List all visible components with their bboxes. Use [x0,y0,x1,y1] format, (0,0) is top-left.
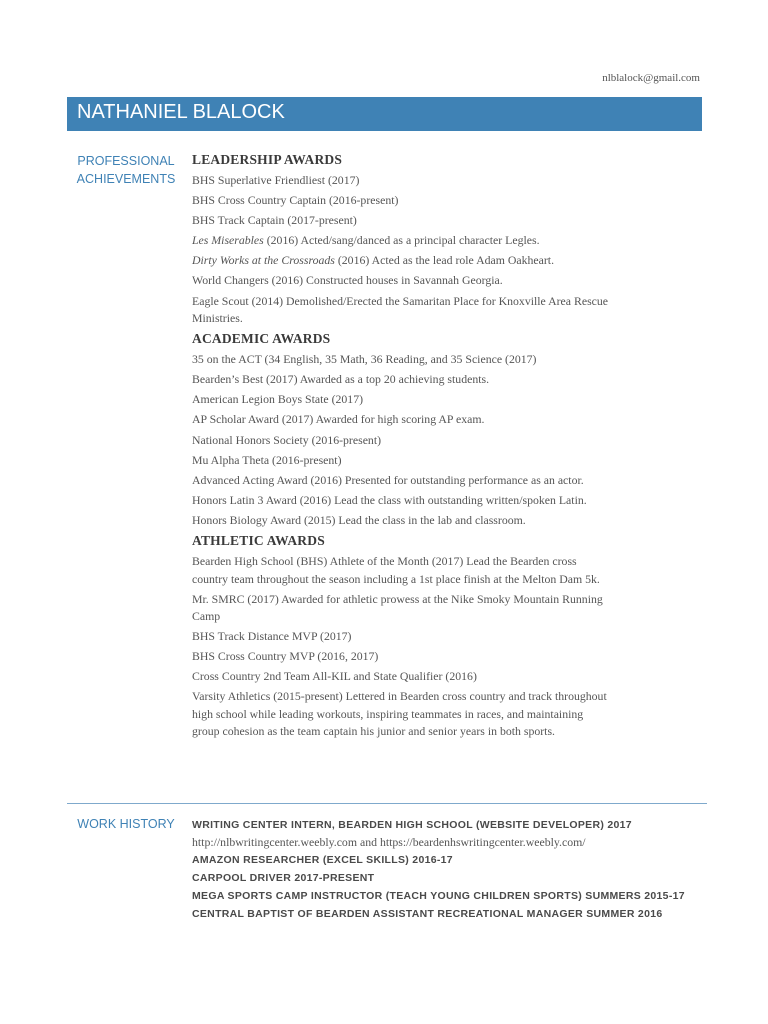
list-item: World Changers (2016) Constructed houses in Savannah Georgia. [192,273,503,288]
section-label-work-history: WORK HISTORY [77,817,175,831]
job-entry: AMAZON RESEARCHER (EXCEL SKILLS) 2016-17 [192,854,453,866]
list-item: BHS Cross Country MVP (2016, 2017) [192,649,379,664]
list-item: Advanced Acting Award (2016) Presented for outstanding performance as an actor. [192,472,584,487]
work-title: Dirty Works at the Crossroads [192,253,335,268]
email-address: nlblalock@gmail.com [602,72,700,84]
item-text: (2016) Acted/sang/danced as a principal character Legles. [263,233,540,248]
athletic-awards-heading: ATHLETIC AWARDS [192,533,325,548]
list-item: American Legion Boys State (2017) [192,392,364,407]
list-item: Cross Country 2nd Team All-KIL and State Qualifier (2016) [192,669,477,684]
list-item: Mr. SMRC (2017) Awarded for athletic prowess at the Nike Smoky Mountain Running Camp [192,591,603,624]
academic-awards-heading: ACADEMIC AWARDS [192,331,331,347]
list-item: AP Scholar Award (2017) Awarded for high scoring AP exam. [192,412,485,427]
list-item: 35 on the ACT (34 English, 35 Math, 36 Reading, and 35 Science (2017) [192,352,537,367]
list-item: BHS Track Captain (2017-present) [192,213,357,228]
list-item: Mu Alpha Theta (2016-present) [192,452,342,467]
list-item: BHS Superlative Friendliest (2017) [192,173,360,187]
work-title: Les Miserables [192,233,264,248]
list-item [192,232,612,250]
job-urls: http://nlbwritingcenter.weebly.com and https://beardenhswritingcenter.weebly.com/ [192,835,586,849]
job-entry: WRITING CENTER INTERN, BEARDEN HIGH SCHOOL (WEBSITE DEVELOPER) 2017 [192,819,632,831]
list-item: Honors Biology Award (2015) Lead the class in the lab and classroom. [192,512,526,527]
athletic-list [192,553,612,741]
academic-list [192,351,612,529]
job-entry: CARPOOL DRIVER 2017-PRESENT [192,872,375,884]
achievements-section [192,151,612,744]
item-text: (2016) Acted as the lead role Adam Oakheart. [334,253,555,268]
section-divider [67,803,707,804]
list-item: BHS Cross Country Captain (2016-present) [192,193,399,208]
leadership-awards-heading: LEADERSHIP AWARDS [192,152,343,167]
section-label-line: ACHIEVEMENTS [76,172,176,186]
job-entry: CENTRAL BAPTIST OF BEARDEN ASSISTANT RECREATIONAL MANAGER SUMMER 2016 [192,908,663,920]
list-item: Bearden’s Best (2017) Awarded as a top 20 achieving students. [192,372,490,387]
leadership-list [192,172,612,328]
section-label-line: PROFESSIONAL [77,154,175,168]
list-item: BHS Track Distance MVP (2017) [192,629,352,644]
section-label-professional-achievements [70,152,182,188]
work-history-section [192,816,712,923]
list-item [192,252,612,270]
list-item: Honors Latin 3 Award (2016) Lead the class with outstanding written/spoken Latin. [192,492,587,507]
name-header-bar [67,97,702,131]
list-item: Bearden High School (BHS) Athlete of the Month (2017) Lead the Bearden cross country team throughout the season including a 1st place finish at the Melton Dam 5k. [192,554,600,586]
list-item: Varsity Athletics (2015-present) Lettered in Bearden cross country and track throughout high school while leading workouts, inspiring teammates in races, and maintaining group cohesion as the team captain his junior and senior years in both sports. [192,689,607,739]
person-name: NATHANIEL BLALOCK [77,101,285,123]
job-entry: MEGA SPORTS CAMP INSTRUCTOR (TEACH YOUNG CHILDREN SPORTS) SUMMERS 2015-17 [192,890,685,902]
list-item: Eagle Scout (2014) Demolished/Erected the Samaritan Place for Knoxville Area Rescue Ministries. [192,293,609,326]
list-item: National Honors Society (2016-present) [192,432,382,447]
